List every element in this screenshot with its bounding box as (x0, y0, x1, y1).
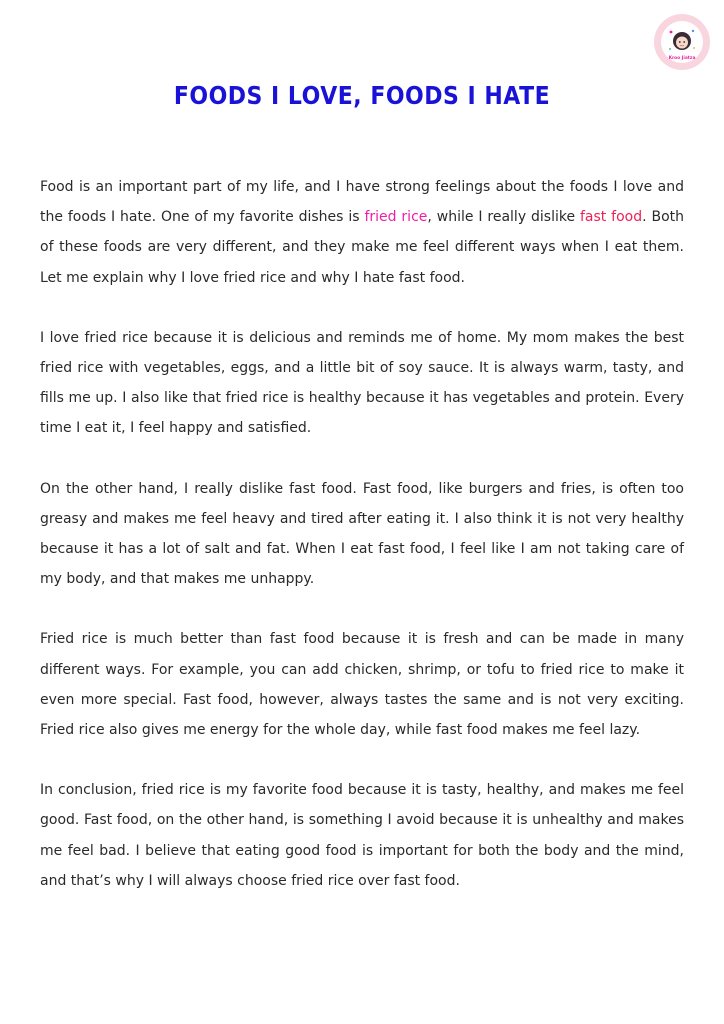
highlight-fried-rice: fried rice (364, 209, 428, 226)
paragraph-intro (40, 172, 684, 293)
intro-text-3: . Both of these foods are very different, and they make me feel different ways when I eat them. Let me explain why I love fried rice and why I hate fast food. (40, 209, 685, 286)
intro-text-1: Food is an important part of my life, and I have strong feelings about the foods I love and the foods I hate. One of my favorite dishes is (40, 179, 684, 226)
brand-logo (654, 14, 710, 70)
avatar-badge-icon (658, 18, 706, 66)
page-title: FOODS I LOVE, FOODS I HATE (173, 82, 551, 111)
logo-caption: Kroo Jiatza (668, 56, 696, 61)
paragraph-conclusion: In conclusion, fried rice is my favorite food because it is tasty, healthy, and makes me feel good. Fast food, on the other hand, is something I avoid because it is unhealthy and makes me feel bad. I believe that eating good food is important for both the body and the mind, and that’s why I will always choose fried rice over fast food. (40, 782, 684, 889)
paragraph-love-fried-rice: I love fried rice because it is delicious and reminds me of home. My mom makes the best fried rice with vegetables, eggs, and a little bit of soy sauce. It is always warm, tasty, and fills me up. I also like that fried rice is healthy because it has vegetables and protein. Every time I eat it, I feel happy and satisfied. (40, 329, 684, 437)
highlight-fast-food: fast food (579, 209, 643, 226)
essay-body (40, 172, 684, 926)
paragraph-dislike-fast-food: On the other hand, I really dislike fast food. Fast food, like burgers and fries, is often too greasy and makes me feel heavy and tired after eating it. I also think it is not very healthy because it has a lot of salt and fat. When I eat fast food, I feel like I am not taking care of my body, and that makes me unhappy. (40, 480, 684, 588)
paragraph-comparison: Fried rice is much better than fast food because it is fresh and can be made in many different ways. For example, you can add chicken, shrimp, or tofu to fried rice to make it even more special. Fast food, however, always tastes the same and is not very exciting. Fried rice also gives me energy for the whole day, while fast food makes me feel lazy. (40, 631, 684, 739)
intro-text-2: , while I really dislike (427, 209, 580, 226)
